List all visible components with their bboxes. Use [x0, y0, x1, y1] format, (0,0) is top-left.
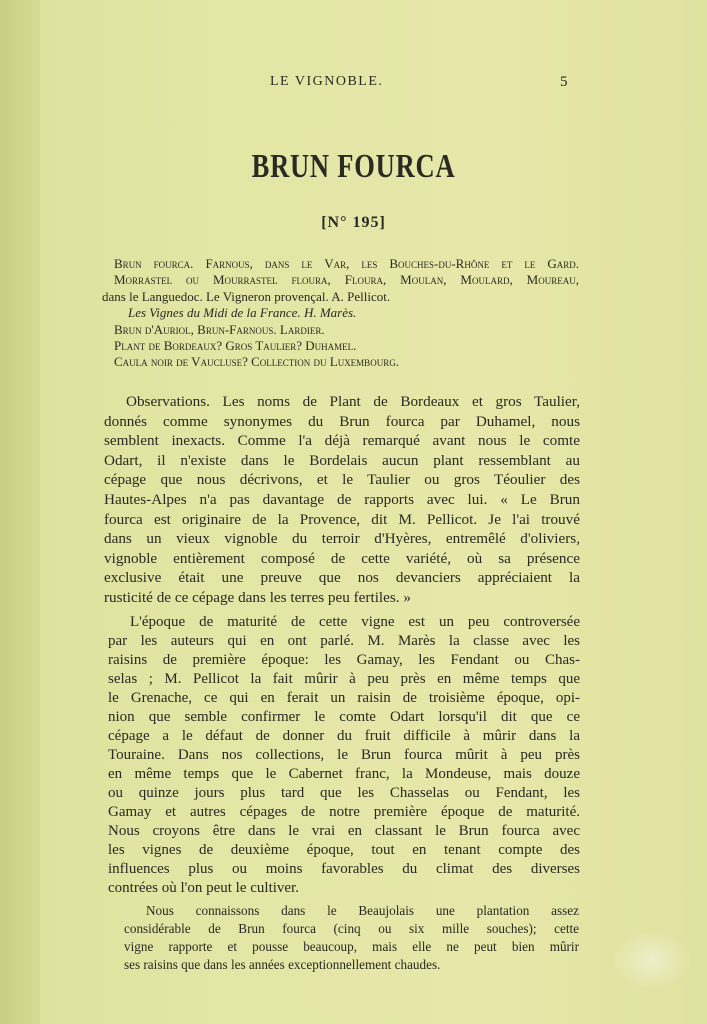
text-line: Plant de Bordeaux? Gros Taulier? Duhamel.	[114, 337, 357, 353]
synonyms-block	[102, 256, 579, 371]
text-line: le Grenache, ce qui en ferait un raisin de troisième époque, opi-	[108, 690, 580, 706]
text-line: ses raisins que dans les années exceptionnellement chaudes.	[124, 957, 441, 972]
text-line: cépage a le défaut de donner du fruit difficile à mûrir dans la	[108, 728, 580, 744]
text-line: par les auteurs qui en ont parlé. M. Marès la classe avec les	[108, 633, 580, 649]
text-line: Les Vignes du Midi de la France. H. Marès.	[128, 305, 357, 321]
text-line: dans un vieux vignoble du terroir d'Hyères, entremêlé d'oliviers,	[104, 530, 580, 548]
text-line: Nous connaissons dans le Beaujolais une plantation assez	[146, 903, 579, 918]
text-line: vigne rapporte et pousse beaucoup, mais elle ne peut bien mûrir	[124, 939, 579, 954]
text-line: considérable de Brun fourca (cinq ou six mille souches); cette	[124, 921, 579, 936]
light-glare	[612, 930, 692, 990]
text-line: Touraine. Dans nos collections, le Brun fourca mûrit à peu près	[108, 747, 580, 763]
text-line: L'époque de maturité de cette vigne est un peu controversée	[130, 614, 580, 630]
observations-paragraph	[104, 392, 580, 608]
text-line: influences plus ou moins favorables du climat des diverses	[108, 861, 580, 877]
text-line: en même temps que le Cabernet franc, la Mondeuse, mais douze	[108, 766, 580, 782]
text-line: Odart, il n'existe dans le Bordelais aucun plant ressemblant au	[104, 451, 580, 469]
text-line: vignoble entièrement composé de cette variété, où sa présence	[104, 549, 580, 567]
text-line: Nous croyons être dans le vrai en classant le Brun fourca avec	[108, 823, 580, 839]
text-line: contrées où l'on peut le cultiver.	[108, 880, 299, 896]
text-line: Gamay et autres cépages de notre première époque de maturité.	[108, 804, 580, 820]
page-gutter	[0, 0, 42, 1024]
page-title: BRUN FOURCA	[251, 148, 456, 185]
text-line: raisins de première époque: les Gamay, les Fendant ou Chas-	[108, 652, 580, 668]
text-line: Hautes-Alpes n'a pas davantage de rapports avec lui. « Le Brun	[104, 490, 580, 508]
text-line: semblent inexacts. Comme l'a déjà remarqué avant nous le comte	[104, 432, 580, 450]
running-header: LE VIGNOBLE.	[270, 74, 384, 89]
text-line: Morrastel ou Mourrastel floura, Floura, Moulan, Moulard, Moureau,	[114, 272, 579, 288]
page-number: 5	[560, 74, 568, 90]
text-line: ou quinze jours plus tard que les Chasselas ou Fendant, les	[108, 785, 580, 801]
text-line: cépage que nous décrivons, et le Taulier ou gros Téoulier des	[104, 471, 580, 489]
text-line: donnés comme synonymes du Brun fourca par Duhamel, nous	[104, 412, 580, 430]
text-line: fourca est originaire de la Provence, dit M. Pellicot. Je l'ai trouvé	[104, 510, 580, 528]
text-line: rusticité de ce cépage dans les terres peu fertiles. »	[104, 588, 411, 606]
variety-number: [N° 195]	[321, 214, 386, 231]
text-line: Caula noir de Vaucluse? Collection du Luxembourg.	[114, 354, 399, 370]
text-line: exclusive était une preuve que nos devanciers appréciaient la	[104, 569, 580, 587]
beaujolais-paragraph	[124, 902, 579, 974]
text-line: nion que semble confirmer le comte Odart lorsqu'il dit que ce	[108, 709, 580, 725]
text-line: selas ; M. Pellicot la fait mûrir à peu près en même temps que	[108, 671, 580, 687]
text-line: Observations. Les noms de Plant de Bordeaux et gros Taulier,	[126, 393, 580, 410]
text-line: Brun d'Auriol, Brun-Farnous. Lardier.	[114, 321, 325, 337]
text-line: Brun fourca. Farnous, dans le Var, les Bouches-du-Rhône et le Gard.	[114, 256, 579, 271]
text-line: dans le Languedoc. Le Vigneron provençal. A. Pellicot.	[102, 288, 391, 304]
text-line: les vignes de deuxième époque, tout en tenant compte des	[108, 842, 580, 858]
maturity-paragraph	[108, 613, 580, 898]
